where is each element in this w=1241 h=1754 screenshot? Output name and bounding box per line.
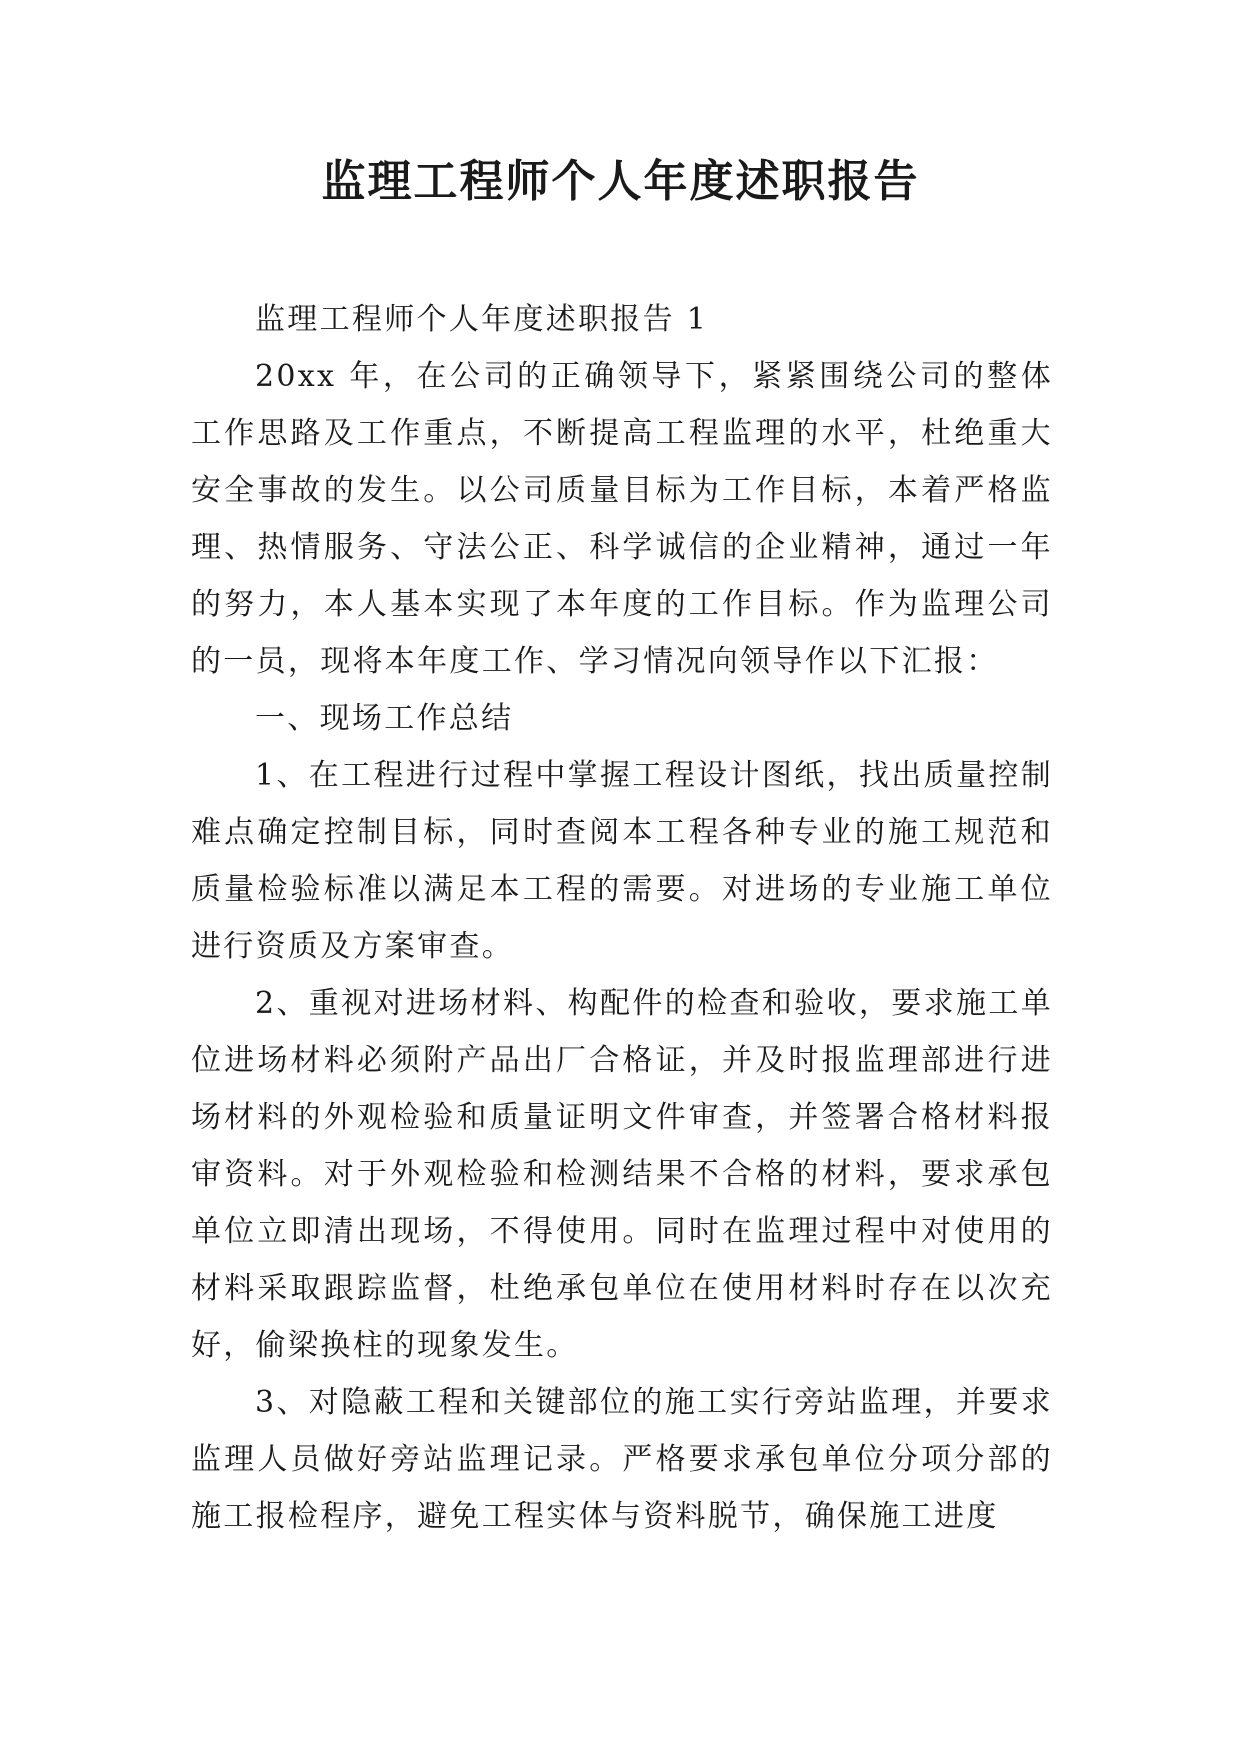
intro-paragraph: 20xx 年，在公司的正确领导下，紧紧围绕公司的整体工作思路及工作重点，不断提高工程监理的水平，杜绝重大安全事故的发生。以公司质量目标为工作目标，本着严格监理、热情服务、守法公正、科学诚信的企业精神，通过一年的努力，本人基本实现了本年度的工作目标。作为监理公司的一员，现将本年度工作、学习情况向领导作以下汇报： [191,359,1053,679]
document-title: 监理工程师个人年度述职报告 [321,156,920,207]
paragraph-item-3: 3、对隐蔽工程和关键部位的施工实行旁站监理，并要求监理人员做好旁站监理记录。严格要求承包单位分项分部的施工报检程序，避免工程实体与资料脱节，确保施工进度 [191,1385,1053,1534]
report-subtitle: 监理工程师个人年度述职报告 1 [255,302,709,337]
paragraph-item-2: 2、重视对进场材料、构配件的检查和验收，要求施工单位进场材料必须附产品出厂合格证，并及时报监理部进行进场材料的外观检验和质量证明文件审查，并签署合格材料报审资料。对于外观检验和检测结果不合格的材料，要求承包单位立即清出现场，不得使用。同时在监理过程中对使用的材料采取跟踪监督，杜绝承包单位在使用材料时存在以次充好，偷梁换柱的现象发生。 [191,986,1053,1363]
document-body [191,291,1053,1545]
paragraph-item-1: 1、在工程进行过程中掌握工程设计图纸，找出质量控制难点确定控制目标，同时查阅本工程各种专业的施工规范和质量检验标准以满足本工程的需要。对进场的专业施工单位进行资质及方案审查。 [191,758,1053,964]
section-heading-site-work: 一、现场工作总结 [255,701,514,736]
